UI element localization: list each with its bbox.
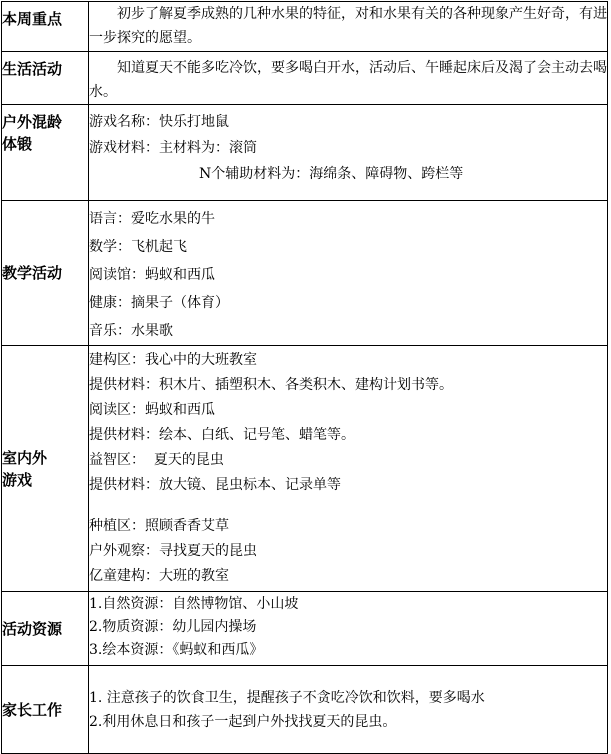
games-item: 提供材料：放大镜、昆虫标本、记录单等 (89, 477, 341, 493)
game-material-line: 游戏材料：主材料为：滚筒 (89, 140, 257, 156)
games-item: 阅读区：蚂蚁和西瓜 (89, 402, 215, 418)
games-item: 提供材料：积木片、插塑积木、各类积木、建构计划书等。 (89, 377, 453, 393)
parent-work-content (89, 666, 608, 754)
weekly-focus-text: 初步了解夏季成熟的几种水果的特征，对和水果有关的各种现象产生好奇，有进一步探究的愿望。 (89, 6, 607, 46)
row-parent-work (2, 666, 608, 754)
games-label-line1: 室内外 (2, 448, 48, 467)
game-name-line: 游戏名称：快乐打地鼠 (89, 114, 229, 130)
games-item: 种植区：照顾香香艾草 (89, 518, 229, 534)
parent-item: 1. 注意孩子的饮食卫生，提醒孩子不贪吃冷饮和饮料，要多喝水 (89, 689, 485, 706)
row-games (2, 346, 608, 592)
resource-item: 2.物质资源：幼儿园内操场 (89, 619, 257, 635)
resource-item: 1.自然资源：自然博物馆、小山坡 (89, 596, 299, 612)
outdoor-exercise-label (2, 105, 89, 201)
life-activity-label: 生活活动 (2, 52, 89, 105)
row-life-activity (2, 52, 608, 105)
resources-content (89, 592, 608, 666)
parent-item: 2.利用休息日和孩子一起到户外找找夏天的昆虫。 (89, 713, 397, 730)
teaching-item: 音乐：水果歌 (89, 323, 173, 339)
resource-item: 3.绘本资源：《蚂蚁和西瓜》 (89, 642, 264, 658)
games-item: 提供材料：绘本、白纸、记号笔、蜡笔等。 (89, 427, 355, 443)
weekly-plan-table (1, 1, 608, 754)
games-label (2, 346, 89, 592)
parent-work-label: 家长工作 (2, 666, 89, 754)
aux-material-line: N个辅助材料为：海绵条、障碍物、跨栏等 (199, 166, 464, 182)
teaching-item: 数学：飞机起飞 (89, 239, 187, 255)
teaching-activity-content (89, 201, 608, 346)
row-resources (2, 592, 608, 666)
outdoor-exercise-label-line2: 体锻 (2, 135, 33, 153)
row-teaching-activity (2, 201, 608, 346)
resources-label: 活动资源 (2, 592, 89, 666)
weekly-focus-content (89, 2, 608, 52)
teaching-item: 阅读馆：蚂蚁和西瓜 (89, 267, 215, 283)
games-content (89, 346, 608, 592)
games-spacer (89, 498, 607, 514)
teaching-activity-label: 教学活动 (2, 201, 89, 346)
teaching-item: 语言：爱吃水果的牛 (89, 211, 215, 227)
life-activity-content (89, 52, 608, 105)
life-activity-text: 知道夏天不能多吃冷饮，要多喝白开水，活动后、午睡起床后及渴了会主动去喝水。 (89, 60, 607, 100)
outdoor-exercise-label-line1: 户外混龄 (2, 113, 63, 131)
row-weekly-focus (2, 2, 608, 52)
games-item: 建构区：我心中的大班教室 (89, 352, 257, 368)
row-outdoor-exercise (2, 105, 608, 201)
teaching-item: 健康：摘果子（体育） (89, 295, 229, 311)
games-item: 益智区： 夏天的昆虫 (89, 452, 224, 468)
weekly-focus-label: 本周重点 (2, 2, 89, 52)
games-label-line2: 游戏 (2, 470, 33, 489)
outdoor-exercise-content (89, 105, 608, 201)
games-item: 户外观察：寻找夏天的昆虫 (89, 543, 257, 559)
games-item: 亿童建构：大班的教室 (89, 568, 229, 584)
